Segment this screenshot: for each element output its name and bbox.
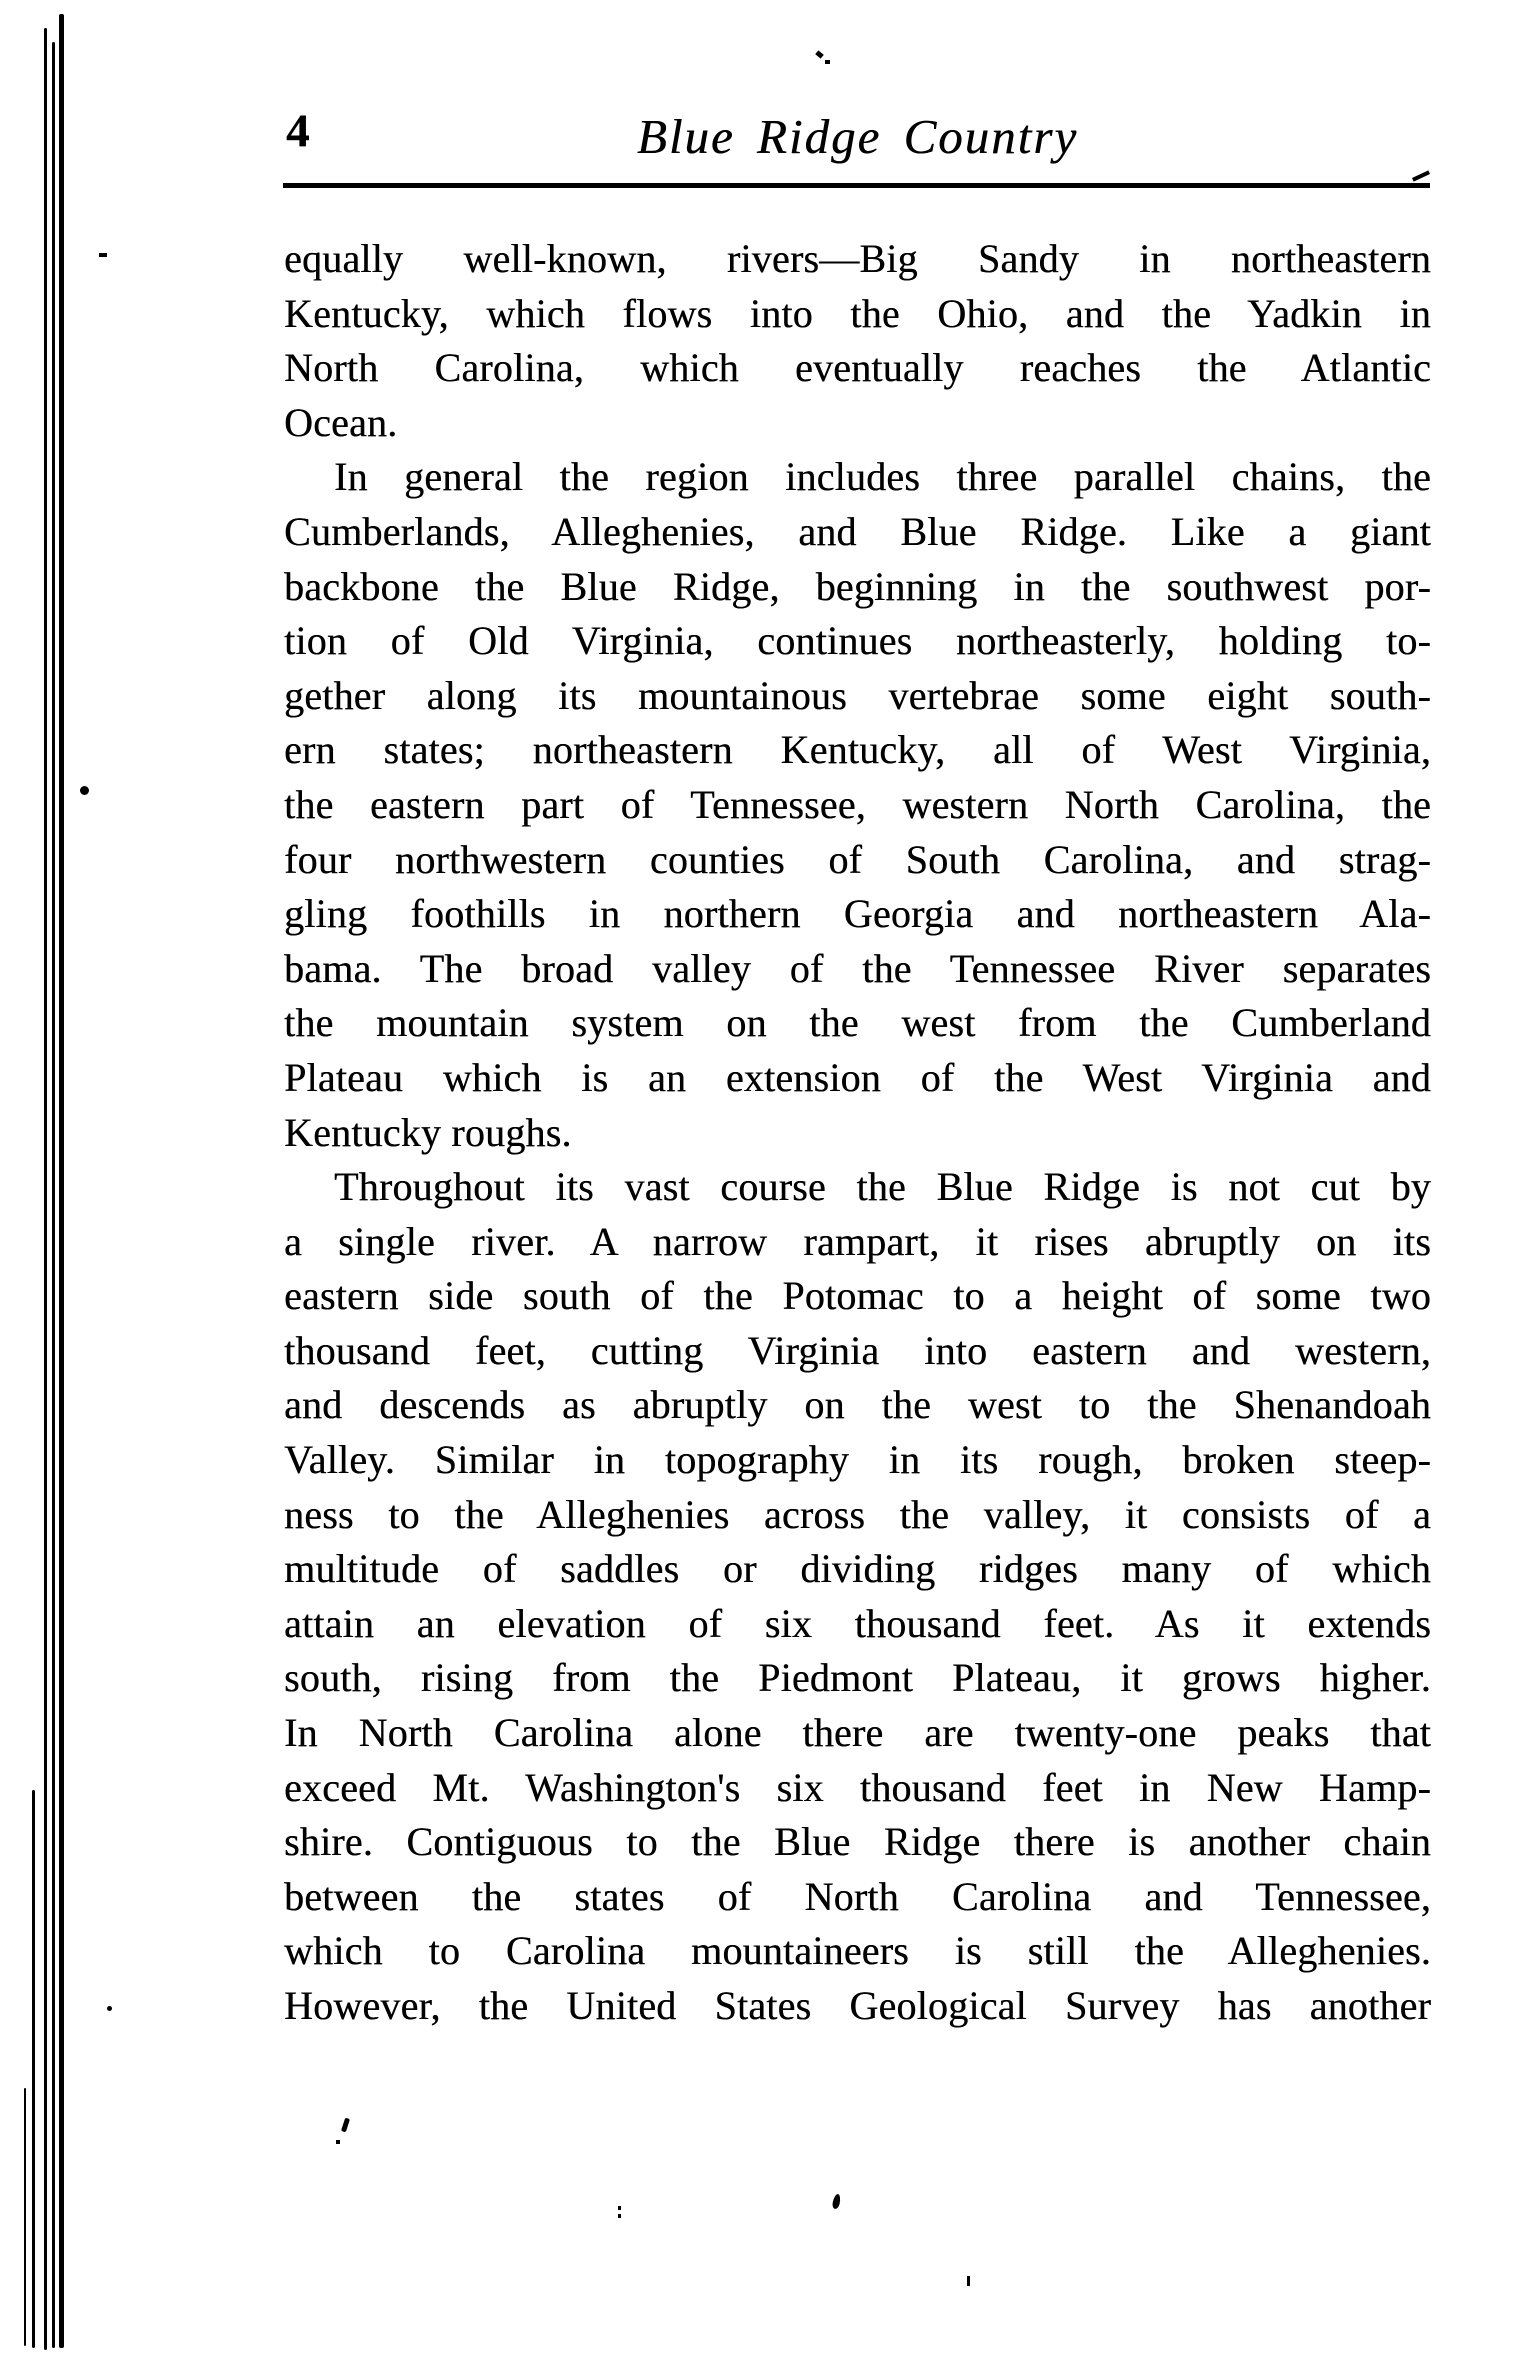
text-line: the mountain system on the west from the Cumberland xyxy=(284,1000,1431,1046)
scan-speck xyxy=(99,253,107,257)
text-line: backbone the Blue Ridge, beginning in the southwest por- xyxy=(284,563,1431,609)
binding-line xyxy=(44,28,47,2350)
text-line: exceed Mt. Washington's six thousand feet in New Hamp- xyxy=(284,1764,1431,1810)
scan-speck xyxy=(815,50,824,58)
scan-speck xyxy=(341,2118,350,2133)
header-rule-hook xyxy=(1412,170,1430,181)
scan-speck xyxy=(80,786,89,795)
text-line: between the states of North Carolina and Tennessee, xyxy=(284,1873,1431,1919)
text-line: Ocean. xyxy=(284,399,398,445)
scan-speck xyxy=(618,2214,621,2218)
text-line: multitude of saddles or dividing ridges many of which xyxy=(284,1546,1431,1592)
text-line: the eastern part of Tennessee, western North Carolina, the xyxy=(284,781,1431,827)
scan-speck xyxy=(336,2140,340,2144)
page-number: 4 xyxy=(286,105,310,157)
text-line: In general the region includes three parallel chains, the xyxy=(334,454,1431,500)
text-line: Valley. Similar in topography in its rough, broken steep- xyxy=(284,1437,1431,1483)
binding-line xyxy=(24,2088,26,2346)
text-line: North Carolina, which eventually reaches the Atlantic xyxy=(284,345,1431,391)
scan-speck xyxy=(107,2006,112,2011)
scan-speck xyxy=(825,60,830,64)
text-line: However, the United States Geological Survey has another xyxy=(284,1983,1431,2028)
text-block xyxy=(284,232,1431,2034)
text-line: equally well-known, rivers—Big Sandy in northeastern xyxy=(284,236,1431,281)
text-line: gling foothills in northern Georgia and northeastern Ala- xyxy=(284,891,1431,937)
text-line: and descends as abruptly on the west to the Shenandoah xyxy=(284,1382,1431,1428)
text-line: thousand feet, cutting Virginia into eastern and western, xyxy=(284,1327,1431,1373)
text-line: ern states; northeastern Kentucky, all of West Virginia, xyxy=(284,727,1431,773)
text-line: Throughout its vast course the Blue Ridge is not cut by xyxy=(334,1164,1431,1210)
text-line: ness to the Alleghenies across the valley, it consists of a xyxy=(284,1491,1431,1537)
text-line: which to Carolina mountaineers is still the Alleghenies. xyxy=(284,1928,1431,1974)
text-line: attain an elevation of six thousand feet. As it extends xyxy=(284,1600,1431,1646)
header-rule xyxy=(283,183,1430,188)
scan-speck xyxy=(618,2206,621,2210)
text-line: eastern side south of the Potomac to a height of some two xyxy=(284,1273,1431,1319)
text-line: In North Carolina alone there are twenty-one peaks that xyxy=(284,1710,1431,1756)
text-line: Cumberlands, Alleghenies, and Blue Ridge. Like a giant xyxy=(284,508,1431,554)
scan-speck xyxy=(967,2276,970,2286)
running-header: Blue Ridge Country xyxy=(636,109,1079,164)
text-line: four northwestern counties of South Carolina, and strag- xyxy=(284,836,1431,882)
text-line: south, rising from the Piedmont Plateau, it grows higher. xyxy=(284,1655,1431,1701)
text-line: bama. The broad valley of the Tennessee River separates xyxy=(284,945,1431,991)
text-line: gether along its mountainous vertebrae some eight south- xyxy=(284,672,1431,718)
text-line: Kentucky roughs. xyxy=(284,1109,572,1155)
binding-line xyxy=(59,14,64,2348)
text-line: a single river. A narrow rampart, it rises abruptly on its xyxy=(284,1218,1431,1264)
scan-speck xyxy=(832,2193,842,2209)
text-line: Kentucky, which flows into the Ohio, and the Yadkin in xyxy=(284,290,1431,336)
binding-line xyxy=(52,42,55,2348)
text-line: shire. Contiguous to the Blue Ridge there is another chain xyxy=(284,1819,1431,1865)
binding-line xyxy=(32,1790,35,2348)
text-line: tion of Old Virginia, continues northeasterly, holding to- xyxy=(284,618,1431,664)
text-line: Plateau which is an extension of the West Virginia and xyxy=(284,1054,1431,1100)
